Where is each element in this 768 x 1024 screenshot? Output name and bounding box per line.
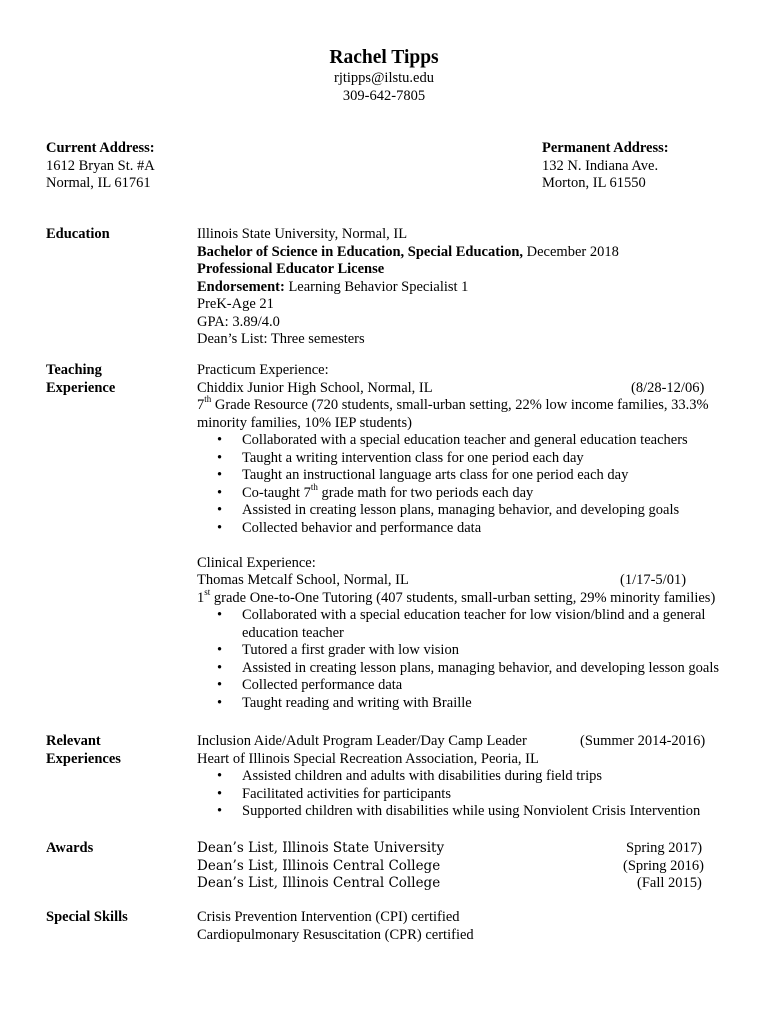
current-address-label: Current Address: (46, 140, 155, 156)
cotaught-text: Co-taught 7 (242, 484, 311, 501)
list-item-text: Tutored a first grader with low vision (242, 642, 459, 658)
bullet-icon: • (217, 803, 223, 819)
phone-number: 309-642-7805 (342, 87, 426, 104)
practicum-school-row (197, 380, 722, 398)
current-address-line2: Normal, IL 61761 (46, 175, 151, 191)
clinical-description (197, 586, 722, 608)
list-item-text: Taught reading and writing with Braille (242, 694, 472, 711)
practicum-dates: (8/28-12/06) (631, 379, 705, 396)
awards-body (197, 840, 722, 893)
list-item-text: Collaborated with a special education teacher and general education teachers (242, 432, 688, 448)
permanent-address-line2: Morton, IL 61550 (542, 175, 646, 191)
award-name: Dean’s List, Illinois State University (197, 840, 445, 856)
award-row (197, 858, 722, 876)
relevant-dates: (Summer 2014-2016) (580, 733, 706, 749)
cotaught-text-post: grade math for two periods each day (317, 484, 534, 501)
practicum-school: Chiddix Junior High School, Normal, IL (197, 379, 433, 396)
awards-label: Awards (46, 840, 94, 856)
practicum-description-text: Grade Resource (720 students, small-urban setting, 22% low income families, 33.3% (211, 397, 709, 413)
list-item-text: Assisted children and adults with disabilities during field trips (242, 768, 603, 784)
relevant-body (197, 733, 722, 821)
relevant-organization: Heart of Illinois Special Recreation Association, Peoria, IL (197, 750, 539, 767)
bullet-icon: • (217, 519, 223, 536)
list-item (197, 432, 722, 450)
bullet-icon: • (217, 785, 223, 802)
bullet-icon: • (217, 694, 223, 711)
relevant-title-row (197, 733, 722, 751)
permanent-address-label: Permanent Address: (542, 140, 669, 156)
bullet-icon: • (217, 642, 223, 658)
bullet-icon: • (217, 449, 223, 466)
list-item-text: Collected performance data (242, 677, 403, 693)
permanent-address-block (542, 140, 669, 193)
current-address-block (46, 140, 155, 193)
list-item (197, 607, 722, 642)
list-item-text-continued: education teacher (242, 624, 344, 641)
skills-label: Special Skills (46, 909, 128, 925)
list-item (197, 520, 722, 538)
teaching-label-line2: Experience (46, 379, 116, 396)
relevant-label-line1: Relevant (46, 733, 101, 749)
award-name: Dean’s List, Illinois Central College (197, 857, 441, 874)
bullet-icon: • (217, 432, 223, 448)
email-address: rjtipps@ilstu.edu (334, 70, 434, 86)
relevant-label (46, 733, 186, 768)
teaching-label (46, 362, 186, 397)
current-address-line1: 1612 Bryan St. #A (46, 157, 155, 174)
award-date: Spring 2017) (626, 840, 703, 856)
skill-item: Cardiopulmonary Resuscitation (CPR) certified (197, 926, 474, 943)
education-gpa: GPA: 3.89/4.0 (197, 313, 280, 330)
endorsement-label: Endorsement: (197, 278, 285, 295)
relevant-title: Inclusion Aide/Adult Program Leader/Day Camp Leader (197, 733, 527, 749)
bullet-icon: • (217, 677, 223, 693)
list-item-text: Facilitated activities for participants (242, 785, 451, 802)
education-label: Education (46, 226, 110, 242)
bullet-icon: • (217, 484, 223, 501)
education-deans-list: Dean’s List: Three semesters (197, 331, 365, 347)
list-item (197, 502, 722, 520)
practicum-description-line2: minority families, 10% IEP students) (197, 414, 412, 431)
list-item-text: Taught an instructional language arts class for one period each day (242, 467, 629, 483)
candidate-name: Rachel Tipps (329, 47, 439, 68)
relevant-bullet-list (197, 768, 722, 821)
practicum-bullet-list (197, 432, 722, 537)
endorsement-value: Learning Behavior Specialist 1 (284, 278, 469, 295)
clinical-grade-number: 1 (197, 589, 205, 606)
practicum-heading: Practicum Experience: (197, 362, 329, 378)
bullet-icon: • (217, 607, 223, 623)
list-item-text: Supported children with disabilities while using Nonviolent Crisis Intervention (242, 803, 701, 819)
education-body (197, 226, 722, 349)
bullet-icon: • (217, 659, 223, 676)
resume-header (0, 46, 768, 105)
list-item (197, 450, 722, 468)
list-item (197, 481, 722, 503)
list-item (197, 803, 722, 821)
degree-date: December 2018 (523, 243, 619, 260)
list-item (197, 786, 722, 804)
clinical-bullet-list (197, 607, 722, 712)
list-item-text: Collected behavior and performance data (242, 519, 482, 536)
award-date: (Spring 2016) (623, 857, 704, 874)
list-item (197, 660, 722, 678)
list-item-text: Assisted in creating lesson plans, managing behavior, and developing lesson goals (242, 659, 720, 676)
cotaught-suffix: th (310, 481, 318, 492)
list-item (197, 695, 722, 713)
skill-item: Crisis Prevention Intervention (CPI) certified (197, 909, 460, 925)
clinical-grade-suffix: st (204, 586, 211, 597)
education-endorsement (197, 279, 722, 297)
award-row (197, 875, 722, 893)
clinical-school: Thomas Metcalf School, Normal, IL (197, 572, 409, 588)
award-name: Dean’s List, Illinois Central College (197, 875, 441, 891)
award-date: (Fall 2015) (637, 875, 702, 891)
degree-title: Bachelor of Science in Education, Special Education, (197, 243, 524, 260)
education-license: Professional Educator License (197, 261, 385, 277)
teaching-body (197, 362, 722, 712)
education-school: Illinois State University, Normal, IL (197, 226, 408, 242)
list-item (197, 768, 722, 786)
permanent-address-line1: 132 N. Indiana Ave. (542, 157, 659, 174)
clinical-heading: Clinical Experience: (197, 554, 316, 571)
clinical-dates: (1/17-5/01) (620, 572, 687, 588)
list-item-text: Collaborated with a special education teacher for low vision/blind and a general (242, 607, 706, 623)
bullet-icon: • (217, 467, 223, 483)
list-item-text: Assisted in creating lesson plans, managing behavior, and developing goals (242, 502, 680, 518)
education-age-range: PreK-Age 21 (197, 296, 274, 312)
award-row (197, 840, 722, 858)
list-item (197, 677, 722, 695)
practicum-description-line1 (197, 394, 722, 415)
list-item-text: Taught a writing intervention class for one period each day (242, 449, 584, 466)
list-item (197, 467, 722, 485)
clinical-description-text: grade One-to-One Tutoring (407 students, small-urban setting, 29% minority families) (210, 589, 716, 606)
clinical-school-row (197, 572, 722, 590)
practicum-grade-suffix: th (204, 394, 212, 405)
teaching-label-line1: Teaching (46, 362, 102, 378)
bullet-icon: • (217, 768, 223, 784)
education-degree (197, 244, 722, 262)
practicum-grade-number: 7 (197, 397, 205, 413)
relevant-label-line2: Experiences (46, 750, 121, 767)
skills-body (197, 909, 722, 944)
bullet-icon: • (217, 502, 223, 518)
list-item (197, 642, 722, 660)
